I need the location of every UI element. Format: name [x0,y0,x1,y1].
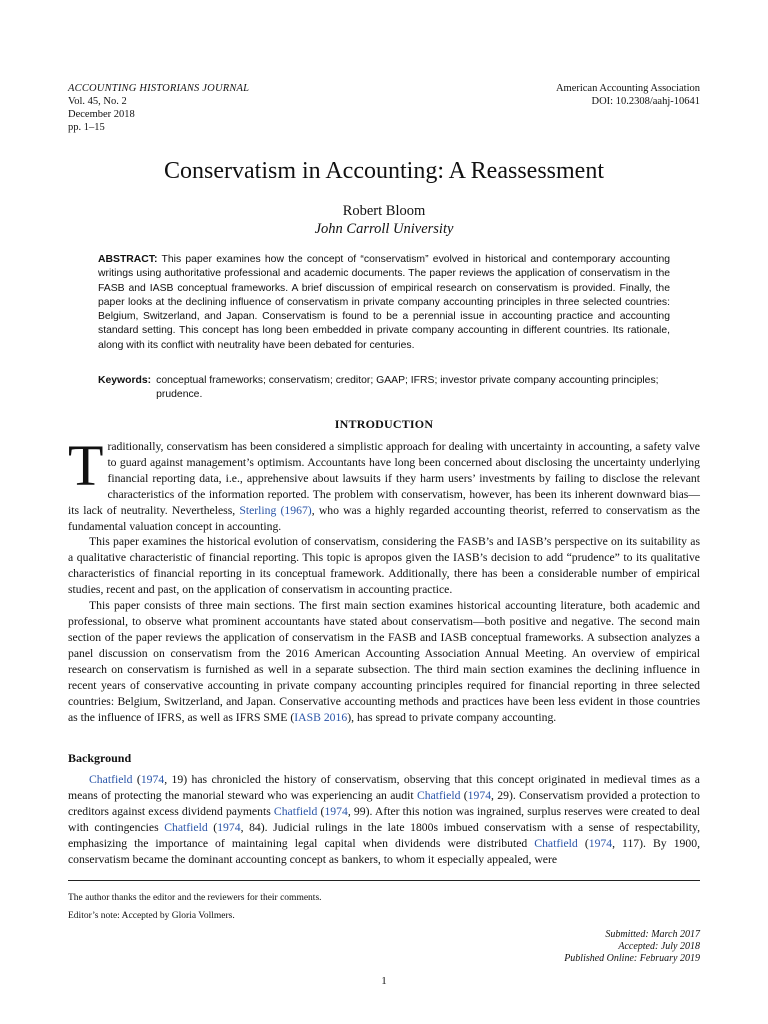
footnote-editor: Editor’s note: Accepted by Gloria Vollmers. [68,911,235,921]
keywords-text: conceptual frameworks; conservatism; creditor; GAAP; IFRS; investor private company accounting principles; prudence. [156,375,659,400]
citation-link-iasb[interactable]: IASB 2016 [294,711,348,724]
abstract-text: This paper examines how the concept of “conservatism” evolved in historical and contemporary accounting writings using authoritative professional and academic documents. The paper reviews the application of conservatism in the FASB and IASB conceptual frameworks. A brief discussion of empirical research on conservatism is provided. Finally, the paper looks at the declining influence of conservatism in private company accounting principles in three selected countries: Belgium, Switzerland, and Japan. Conservatism is found to be a perennial issue in accounting practice and accounting standard setting. This concept has long been embedded in private company accounting in different countries. Its rationale, along with its conflict with neutrality have been debated for centuries. [98,254,671,351]
citation-link[interactable]: 1974 [588,837,613,850]
citation-link-sterling[interactable]: Sterling (1967) [239,504,312,517]
citation-link[interactable]: 1974 [324,805,348,818]
publication-dates [564,929,700,965]
page-range: pp. 1–15 [68,122,105,133]
published-date: Published Online: February 2019 [564,953,700,964]
abstract-label: ABSTRACT: [98,254,158,265]
citation-link[interactable]: Chatfield [89,773,133,786]
citation-link[interactable]: 1974 [217,821,241,834]
intro-paragraph-2: This paper examines the historical evolution of conservatism, considering the FASB’s and IASB’s perspective on its suitability as a qualitative characteristic of financial reporting. This topic is apropos given the IASB’s decision to add “prudence” to its qualitative characteristics of financial reporting in its conceptual framework. Additionally, there has been a considerable number of empirical studies, recent and past, on the application of conservatism in accounting practice. [68,535,700,596]
volume-issue: Vol. 45, No. 2 [68,96,127,107]
accepted-date: Accepted: July 2018 [618,941,700,952]
doi: DOI: 10.2308/aahj-10641 [591,96,700,107]
publisher-info [556,82,700,108]
background-heading: Background [68,751,132,765]
citation-link[interactable]: Chatfield [273,805,318,818]
footnote-thanks: The author thanks the editor and the reviewers for their comments. [68,893,322,903]
article-title: Conservatism in Accounting: A Reassessment [164,158,604,184]
author-name: Robert Bloom [342,203,426,219]
introduction-heading: INTRODUCTION [334,417,434,431]
keywords-label: Keywords: [98,375,152,386]
issue-date: December 2018 [68,109,135,120]
citation-link[interactable]: Chatfield [534,837,578,850]
author-affiliation: John Carroll University [314,221,454,237]
citation-link[interactable]: 1974 [140,773,165,786]
journal-name: ACCOUNTING HISTORIANS JOURNAL [68,83,250,94]
background-paragraph: Chatfield (1974, 19) has chronicled the history of conservatism, observing that this concept originated in medieval times as a means of protecting the manorial steward who was experiencing an audit Chatfield (1974, 29). Conservatism provided a protection to creditors against excess dividend payments Chatfield (1974, 99). After this notion was ingrained, surplus reserves were created to deal with contingencies Chatfield (1974, 84). Judicial rulings in the late 1800s imbued conservatism with a sense of respectability, emphasizing the importance of maintaining legal capital when dividends were distributed Chatfield (1974, 117). By 1900, conservatism became the dominant accounting concept as bankers, to whom it especially appealed, were [68,773,700,866]
page-number: 1 [381,975,387,987]
intro-paragraph-1: Traditionally, conservatism has been considered a simplistic approach for dealing with uncertainty in accounting, a safety valve to guard against management’s optimism. Accountants have long been concerned about disclosing the uncertainty underlying financial reporting data, i.e., apprehensive about lawsuits if they harm users’ investments by failing to disclose the relevant characteristics of the information reported. The problem with conservatism, however, has been its inherent downward bias—its lack of neutrality. Nevertheless, Sterling (1967), who was a highly regarded accounting theorist, referred to conservatism as the fundamental valuation concept in accounting. [68,433,700,533]
citation-link[interactable]: 1974 [467,789,492,802]
journal-info [68,82,249,134]
citation-link[interactable]: Chatfield [164,821,208,834]
submitted-date: Submitted: March 2017 [605,929,700,940]
intro-paragraph-3: This paper consists of three main sections. The first main section examines historical accounting literature, both academic and professional, to observe what prominent accountants have stated about conservatism—both positive and negative. The second main section of the paper reviews the application of conservatism in the FASB and IASB conceptual frameworks. A subsection analyzes a panel discussion on conservatism from the 2016 American Accounting Association Annual Meeting. An overview of empirical research on conservatism is furnished as well in a separate subsection. The third main section examines the declining influence in recent years of conservative accounting in private company accounting principles required for financial reporting in three selected countries: Belgium, Switzerland, and Japan. Conservative accounting methods and practices have been less evident in those countries as the influence of IFRS, as well as IFRS SME (IASB 2016), has spread to private company accounting. [68,599,700,724]
drop-cap: T [68,433,104,498]
association-name: American Accounting Association [555,83,700,94]
keywords [98,374,670,401]
abstract [98,253,670,353]
footnote-rule [68,880,700,881]
citation-link[interactable]: Chatfield [416,789,461,802]
